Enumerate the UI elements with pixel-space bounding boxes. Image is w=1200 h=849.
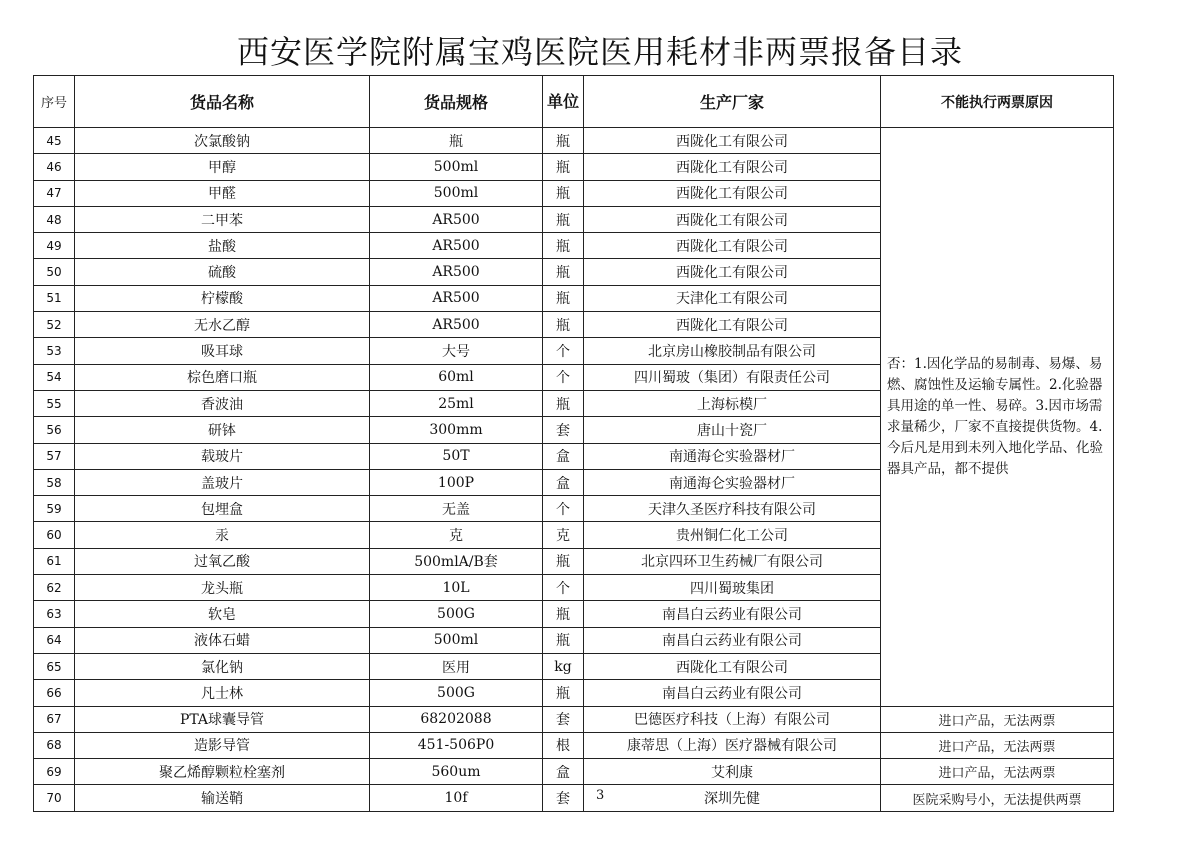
cell-unit: 瓶	[543, 680, 584, 706]
cell-name: 二甲苯	[75, 206, 370, 232]
cell-spec: 300mm	[370, 417, 543, 443]
cell-name: 棕色磨口瓶	[75, 364, 370, 390]
cell-name: 香波油	[75, 390, 370, 416]
cell-unit: 套	[543, 706, 584, 732]
cell-reason-merged: 否：1.因化学品的易制毒、易爆、易燃、腐蚀性及运输专属性。2.化验器具用途的单一性、易碎。3.因市场需求量稀少，厂家不直接提供货物。4.今后凡是用到未列入地化学品、化验器具产品，都不提供	[881, 128, 1114, 707]
manufacturer-wrap	[584, 788, 880, 808]
table-row	[34, 785, 1114, 811]
cell-seq: 50	[34, 259, 75, 285]
cell-name: 甲醇	[75, 154, 370, 180]
cell-seq: 51	[34, 285, 75, 311]
cell-manufacturer: 贵州铜仁化工公司	[584, 522, 881, 548]
cell-unit: 瓶	[543, 285, 584, 311]
cell-name: 无水乙醇	[75, 312, 370, 338]
cell-spec: 500G	[370, 601, 543, 627]
cell-unit: 瓶	[543, 128, 584, 154]
cell-name: 甲醛	[75, 180, 370, 206]
cell-name: 硫酸	[75, 259, 370, 285]
cell-seq: 57	[34, 443, 75, 469]
cell-name: 聚乙烯醇颗粒栓塞剂	[75, 759, 370, 785]
cell-name: 造影导管	[75, 732, 370, 758]
cell-name: 载玻片	[75, 443, 370, 469]
cell-name: 液体石蜡	[75, 627, 370, 653]
cell-seq: 53	[34, 338, 75, 364]
cell-unit: 瓶	[543, 154, 584, 180]
cell-spec: AR500	[370, 233, 543, 259]
table-row	[34, 759, 1114, 785]
cell-unit: 克	[543, 522, 584, 548]
cell-seq: 49	[34, 233, 75, 259]
cell-spec: AR500	[370, 285, 543, 311]
table-row	[34, 706, 1114, 732]
cell-manufacturer: 康蒂思（上海）医疗器械有限公司	[584, 732, 881, 758]
cell-manufacturer: 天津化工有限公司	[584, 285, 881, 311]
cell-unit: 瓶	[543, 390, 584, 416]
cell-seq: 66	[34, 680, 75, 706]
cell-name: 包埋盒	[75, 496, 370, 522]
cell-unit: 个	[543, 364, 584, 390]
cell-manufacturer: 北京房山橡胶制品有限公司	[584, 338, 881, 364]
cell-manufacturer: 西陇化工有限公司	[584, 180, 881, 206]
cell-unit: 盒	[543, 759, 584, 785]
cell-unit: 瓶	[543, 259, 584, 285]
cell-spec: 10L	[370, 575, 543, 601]
cell-manufacturer: 西陇化工有限公司	[584, 154, 881, 180]
cell-manufacturer: 南通海仑实验器材厂	[584, 443, 881, 469]
cell-manufacturer: 西陇化工有限公司	[584, 259, 881, 285]
cell-name: 凡士林	[75, 680, 370, 706]
cell-spec: AR500	[370, 206, 543, 232]
cell-manufacturer: 西陇化工有限公司	[584, 653, 881, 679]
cell-seq: 56	[34, 417, 75, 443]
cell-manufacturer: 四川蜀玻集团	[584, 575, 881, 601]
cell-manufacturer: 唐山十瓷厂	[584, 417, 881, 443]
cell-spec: AR500	[370, 312, 543, 338]
cell-unit: 盒	[543, 469, 584, 495]
cell-manufacturer: 巴德医疗科技（上海）有限公司	[584, 706, 881, 732]
cell-unit: 瓶	[543, 601, 584, 627]
cell-reason: 进口产品，无法两票	[881, 759, 1114, 785]
cell-manufacturer: 上海标模厂	[584, 390, 881, 416]
table-row	[34, 128, 1114, 154]
cell-spec: 500mlA/B套	[370, 548, 543, 574]
cell-manufacturer: 西陇化工有限公司	[584, 206, 881, 232]
cell-manufacturer: 南昌白云药业有限公司	[584, 601, 881, 627]
cell-spec: 大号	[370, 338, 543, 364]
cell-seq: 47	[34, 180, 75, 206]
cell-manufacturer: 天津久圣医疗科技有限公司	[584, 496, 881, 522]
cell-unit: 盒	[543, 443, 584, 469]
manufacturer-mark: 3	[596, 788, 605, 804]
cell-seq: 54	[34, 364, 75, 390]
cell-seq: 61	[34, 548, 75, 574]
table-row	[34, 732, 1114, 758]
cell-seq: 52	[34, 312, 75, 338]
cell-name: 氯化钠	[75, 653, 370, 679]
cell-name: 输送鞘	[75, 785, 370, 811]
cell-spec: 500ml	[370, 180, 543, 206]
cell-name: 汞	[75, 522, 370, 548]
cell-name: 吸耳球	[75, 338, 370, 364]
cell-manufacturer: 西陇化工有限公司	[584, 312, 881, 338]
header-spec: 货品规格	[370, 76, 543, 128]
cell-reason: 进口产品，无法两票	[881, 732, 1114, 758]
cell-spec: 68202088	[370, 706, 543, 732]
cell-spec: 50T	[370, 443, 543, 469]
cell-spec: AR500	[370, 259, 543, 285]
cell-manufacturer	[584, 785, 881, 811]
cell-manufacturer: 南通海仑实验器材厂	[584, 469, 881, 495]
cell-unit: kg	[543, 653, 584, 679]
cell-seq: 48	[34, 206, 75, 232]
cell-spec: 瓶	[370, 128, 543, 154]
cell-unit: 瓶	[543, 233, 584, 259]
cell-seq: 58	[34, 469, 75, 495]
cell-manufacturer: 北京四环卫生药械厂有限公司	[584, 548, 881, 574]
cell-unit: 瓶	[543, 180, 584, 206]
cell-name: 柠檬酸	[75, 285, 370, 311]
header-seq: 序号	[34, 76, 75, 128]
cell-unit: 个	[543, 496, 584, 522]
cell-unit: 套	[543, 785, 584, 811]
cell-unit: 个	[543, 338, 584, 364]
cell-seq: 70	[34, 785, 75, 811]
cell-manufacturer: 四川蜀玻（集团）有限责任公司	[584, 364, 881, 390]
cell-seq: 65	[34, 653, 75, 679]
cell-unit: 瓶	[543, 548, 584, 574]
cell-seq: 46	[34, 154, 75, 180]
cell-manufacturer: 西陇化工有限公司	[584, 128, 881, 154]
manufacturer-name: 深圳先健	[704, 791, 760, 808]
cell-seq: 55	[34, 390, 75, 416]
cell-unit: 瓶	[543, 312, 584, 338]
cell-spec: 500ml	[370, 627, 543, 653]
header-unit: 单位	[543, 76, 584, 128]
cell-seq: 60	[34, 522, 75, 548]
cell-manufacturer: 西陇化工有限公司	[584, 233, 881, 259]
cell-reason: 医院采购号小，无法提供两票	[881, 785, 1114, 811]
cell-seq: 67	[34, 706, 75, 732]
cell-manufacturer: 艾利康	[584, 759, 881, 785]
cell-spec: 10f	[370, 785, 543, 811]
cell-spec: 500G	[370, 680, 543, 706]
cell-unit: 瓶	[543, 627, 584, 653]
cell-unit: 个	[543, 575, 584, 601]
cell-name: 研钵	[75, 417, 370, 443]
cell-seq: 63	[34, 601, 75, 627]
header-row	[34, 76, 1114, 128]
cell-spec: 25ml	[370, 390, 543, 416]
cell-name: 盐酸	[75, 233, 370, 259]
cell-unit: 根	[543, 732, 584, 758]
header-name: 货品名称	[75, 76, 370, 128]
cell-manufacturer: 南昌白云药业有限公司	[584, 680, 881, 706]
cell-spec: 451-506P0	[370, 732, 543, 758]
document-title: 西安医学院附属宝鸡医院医用耗材非两票报备目录	[236, 33, 963, 71]
cell-spec: 无盖	[370, 496, 543, 522]
cell-manufacturer: 南昌白云药业有限公司	[584, 627, 881, 653]
cell-name: 盖玻片	[75, 469, 370, 495]
cell-seq: 62	[34, 575, 75, 601]
cell-spec: 克	[370, 522, 543, 548]
cell-spec: 560um	[370, 759, 543, 785]
cell-spec: 100P	[370, 469, 543, 495]
cell-reason: 进口产品，无法两票	[881, 706, 1114, 732]
header-manufacturer: 生产厂家	[584, 76, 881, 128]
cell-unit: 瓶	[543, 206, 584, 232]
cell-seq: 45	[34, 128, 75, 154]
catalog-table	[33, 75, 1114, 812]
cell-seq: 64	[34, 627, 75, 653]
cell-spec: 60ml	[370, 364, 543, 390]
cell-seq: 69	[34, 759, 75, 785]
header-reason: 不能执行两票原因	[881, 76, 1114, 128]
cell-seq: 59	[34, 496, 75, 522]
cell-seq: 68	[34, 732, 75, 758]
cell-spec: 500ml	[370, 154, 543, 180]
cell-name: 龙头瓶	[75, 575, 370, 601]
cell-unit: 套	[543, 417, 584, 443]
cell-name: 软皂	[75, 601, 370, 627]
cell-name: 过氧乙酸	[75, 548, 370, 574]
cell-name: 次氯酸钠	[75, 128, 370, 154]
cell-name: PTA球囊导管	[75, 706, 370, 732]
cell-spec: 医用	[370, 653, 543, 679]
